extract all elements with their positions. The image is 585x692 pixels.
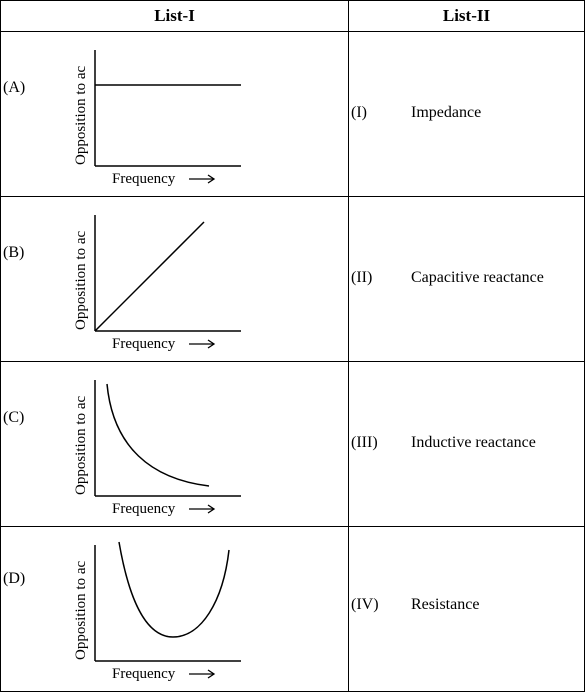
item-label-d: (D): [3, 570, 26, 587]
item-label-a: (A): [3, 79, 26, 96]
curve-u-shaped: [119, 542, 229, 637]
x-arrow: [189, 670, 214, 678]
x-axis-label: Frequency: [112, 501, 176, 517]
graph-b: [61, 202, 251, 362]
list1-cell-d: [1, 527, 349, 692]
list1-cell-a: [1, 32, 349, 197]
y-axis-label: Opposition to ac: [73, 65, 89, 165]
roman-label: (IV): [351, 596, 379, 613]
x-axis-label: Frequency: [112, 666, 176, 682]
list1-cell-c: [1, 362, 349, 527]
graph-d: [61, 532, 251, 692]
roman-label: (I): [351, 104, 367, 121]
list1-cell-b: [1, 197, 349, 362]
item-label-c: (C): [3, 409, 25, 426]
list2-cell-2: [349, 197, 585, 362]
table-row: [1, 362, 585, 527]
list2-cell-3: [349, 362, 585, 527]
x-arrow: [189, 505, 214, 513]
item-label-b: (B): [3, 244, 25, 261]
list2-term: Capacitive reactance: [411, 269, 544, 286]
curve-linear: [95, 222, 204, 331]
table-row: [1, 527, 585, 692]
list1-header: List-I: [1, 1, 349, 32]
table-row: [1, 197, 585, 362]
list2-term: Impedance: [411, 104, 482, 121]
y-axis-label: Opposition to ac: [73, 560, 89, 660]
x-arrow: [189, 175, 214, 183]
list2-term: Inductive reactance: [411, 434, 536, 451]
y-axis-label: Opposition to ac: [73, 395, 89, 495]
list2-header: List-II: [349, 1, 585, 32]
roman-label: (II): [351, 269, 373, 286]
curve-decreasing: [107, 384, 209, 486]
roman-label: (III): [351, 434, 378, 451]
x-arrow: [189, 340, 214, 348]
table-row: [1, 32, 585, 197]
header-row: [1, 1, 585, 32]
graph-c: [61, 367, 251, 527]
y-axis-label: Opposition to ac: [73, 230, 89, 330]
list2-cell-4: [349, 527, 585, 692]
x-axis-label: Frequency: [112, 171, 176, 187]
list2-term: Resistance: [411, 596, 480, 613]
list2-cell-1: [349, 32, 585, 197]
graph-a: [61, 37, 251, 197]
x-axis-label: Frequency: [112, 336, 176, 352]
